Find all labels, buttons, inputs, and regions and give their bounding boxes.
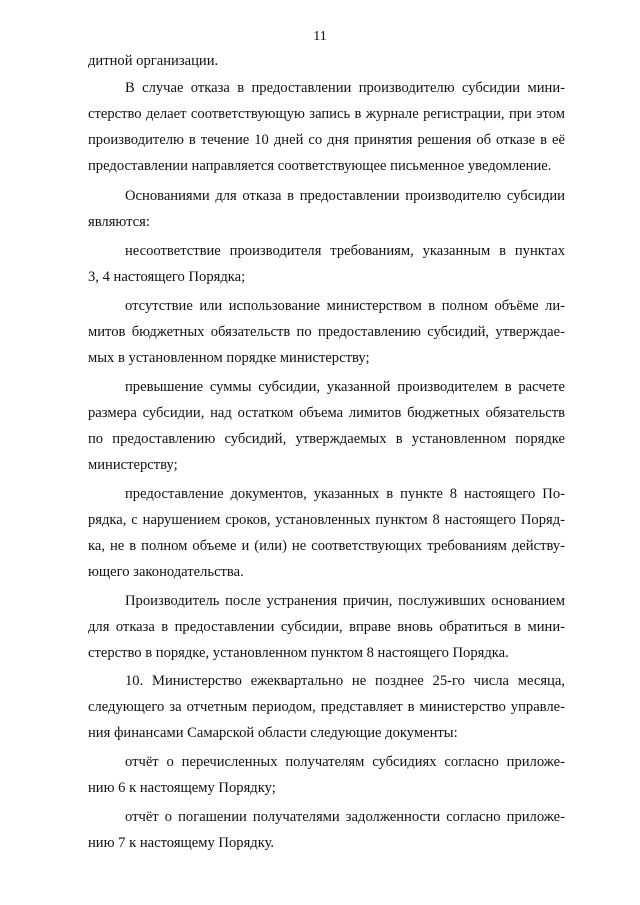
text-line: предоставление документов, указанных в пункте 8 настоящего По-	[125, 486, 565, 502]
text-line: рядка, с нарушением сроков, установленных пунктом 8 настоящего Поряд-	[88, 512, 565, 528]
text-line: являются:	[88, 214, 150, 230]
text-line: производителю в течение 10 дней со дня принятия решения об отказе в её	[88, 132, 565, 148]
text-line: Производитель после устранения причин, послуживших основанием	[125, 593, 565, 609]
text-line: 10. Министерство ежеквартально не позднее 25-го числа месяца,	[125, 673, 565, 689]
text-line: отсутствие или использование министерством в полном объёме ли-	[125, 298, 565, 314]
text-line: стерство в порядке, установленном пунктом 8 настоящего Порядка.	[88, 645, 509, 661]
text-line: ющего законодательства.	[88, 564, 244, 580]
text-line: для отказа в предоставлении субсидии, вправе вновь обратиться в мини-	[88, 619, 565, 635]
text-line: отчёт о перечисленных получателям субсидиях согласно приложе-	[125, 754, 565, 770]
text-line: превышение суммы субсидии, указанной производителем в расчете	[125, 379, 565, 395]
text-line: министерству;	[88, 457, 178, 473]
text-line: ка, не в полном объеме и (или) не соответствующих требованиям действу-	[88, 538, 565, 554]
page-number: 11	[313, 29, 327, 44]
text-line: несоответствие производителя требованиям, указанным в пунктах	[125, 243, 565, 259]
text-line: следующего за отчетным периодом, представляет в министерство управле-	[88, 699, 565, 715]
text-line: 3, 4 настоящего Порядка;	[88, 269, 246, 285]
text-line: нию 6 к настоящему Порядку;	[88, 780, 276, 796]
text-line: стерство делает соответствующую запись в журнале регистрации, при этом	[88, 106, 565, 122]
text-line: митов бюджетных обязательств по предоставлению субсидий, утверждае-	[88, 324, 565, 340]
text-line: по предоставлению субсидий, утверждаемых в установленном порядке	[88, 431, 565, 447]
text-line: Основаниями для отказа в предоставлении производителю субсидии	[125, 188, 565, 204]
text-line: дитной организации.	[88, 53, 219, 69]
text-line: мых в установленном порядке министерству;	[88, 350, 370, 366]
text-line: предоставлении направляется соответствующее письменное уведомление.	[88, 158, 552, 174]
text-line: ния финансами Самарской области следующие документы:	[88, 725, 458, 741]
text-line: отчёт о погашении получателями задолженности согласно приложе-	[125, 809, 565, 825]
text-line: В случае отказа в предоставлении производителю субсидии мини-	[125, 80, 565, 96]
text-line: размера субсидии, над остатком объема лимитов бюджетных обязательств	[88, 405, 565, 421]
text-line: нию 7 к настоящему Порядку.	[88, 835, 275, 851]
